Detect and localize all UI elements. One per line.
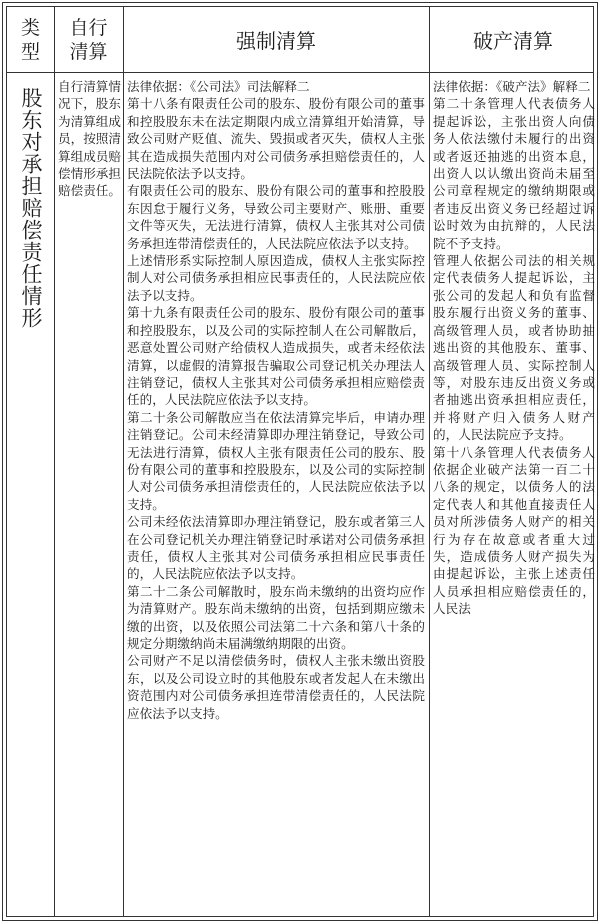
bankruptcy-paragraph: 管理人依据公司法的相关规定代表债务人提起诉讼，主张公司的发起人和负有监督股东履行出资义务的董事、高级管理人员，或者协助抽逃出资的其他股东、董事、高级管理人员、实际控制人等，对股东违反出资义务或者抽逃出资承担相应责任，并将财产归入债务人财产的，人民法院应予支持。 (433, 253, 595, 443)
bankruptcy-paragraph: 第十八条管理人代表债务人依据企业破产法第一百二十八条的规定，以债务人的法定代表人和其他直接责任人员对所涉债务人财产的相关行为存在故意或者重大过失，造成债务人财产损失为由提起诉讼，主张上述责任人员承担相应赔偿责任的，人民法 (433, 444, 595, 617)
forced-paragraph: 公司未经依法清算即办理注销登记，股东或者第三人在公司登记机关办理注销登记时承诺对公司债务承担责任，债权人主张其对公司债务承担相应民事责任的，人民法院应依法予以支持。 (127, 514, 425, 582)
header-type (7, 7, 54, 72)
forced-paragraph: 第十九条有限责任公司的股东、股份有限公司的董事和控股股东，以及公司的实际控制人在公司解散后，恶意处置公司财产给债权人造成损失，或者未经依法清算，以虚假的清算报告骗取公司登记机关办理法人注销登记，债权人主张其对公司债务承担相应赔偿责任的，人民法院应依法予以支持。 (127, 305, 425, 408)
bankruptcy-liquidation-cell (433, 78, 595, 618)
header-type-label: 类型 (20, 16, 40, 63)
header-self-label: 自行清算 (69, 16, 108, 63)
header-forced-label: 强制清算 (236, 29, 316, 53)
forced-paragraph: 有限责任公司的股东、股份有限公司的董事和控股股东因怠于履行义务，导致公司主要财产、账册、重要文件等灭失，无法进行清算，债权人主张其对公司债务承担连带清偿责任的，人民法院应依法予以支持。 (127, 183, 425, 251)
self-liquidation-text: 自行清算情况下，股东为清算组成员，按照清算组成员赔偿情形承担赔偿责任。 (58, 79, 121, 199)
bankruptcy-paragraph: 第二十条管理人代表债务人提起诉讼，主张出资人向债务人依法缴付未履行的出资或者返还抽逃的出资本息，出资人以认缴出资尚未届至公司章程规定的缴纳期限或者违反出资义务已经超过诉讼时效为由抗辩的，人民法院不予支持。 (433, 96, 595, 251)
row-type-text: 股东对承担赔偿责任情形 (19, 87, 43, 329)
column-divider-1 (54, 7, 55, 916)
header-self-liquidation (54, 7, 123, 72)
table-frame (2, 2, 598, 921)
column-divider-3 (429, 7, 430, 916)
self-liquidation-cell (58, 78, 121, 200)
forced-paragraph: 上述情形系实际控制人原因造成，债权人主张实际控制人对公司债务承担相应民事责任的，人民法院应依法予以支持。 (127, 253, 425, 303)
forced-paragraph: 第十八条有限责任公司的股东、股份有限公司的董事和控股股东未在法定期限内成立清算组开始清算，导致公司财产贬值、流失、毁损或者灭失，债权人主张其在造成损失范围内对公司债务承担赔偿责任的，人民法院依法予以支持。 (127, 96, 425, 182)
column-divider-2 (123, 7, 124, 916)
forced-paragraph: 法律依据：《公司法》司法解释二 (127, 79, 310, 94)
forced-paragraph: 公司财产不足以清偿债务时，债权人主张未缴出资股东，以及公司设立时的其他股东或者发起人在未缴出资范围内对公司债务承担连带清偿责任的，人民法院应依法予以支持。 (127, 653, 425, 721)
forced-liquidation-cell (127, 78, 425, 722)
comparison-table (6, 6, 594, 917)
header-forced-liquidation (123, 7, 429, 72)
forced-paragraph: 第二十条公司解散应当在依法清算完毕后，申请办理注销登记。公司未经清算即办理注销登记，导致公司无法进行清算，债权人主张有限责任公司的股东、股份有限公司的董事和控股股东，以及公司的实际控制人对公司债务承担清偿责任的，人民法院应依法予以支持。 (127, 409, 425, 512)
header-divider (7, 72, 593, 73)
forced-paragraph: 第二十二条公司解散时，股东尚未缴纳的出资均应作为清算财产。股东尚未缴纳的出资，包括到期应缴未缴的出资，以及依照公司法第二十六条和第八十条的规定分期缴纳尚未届满缴纳期限的出资。 (127, 583, 425, 651)
header-bankruptcy-liquidation (429, 7, 597, 72)
bankruptcy-paragraph: 法律依据：《破产法》解释二 (433, 79, 591, 94)
header-bankruptcy-label: 破产清算 (473, 29, 553, 53)
